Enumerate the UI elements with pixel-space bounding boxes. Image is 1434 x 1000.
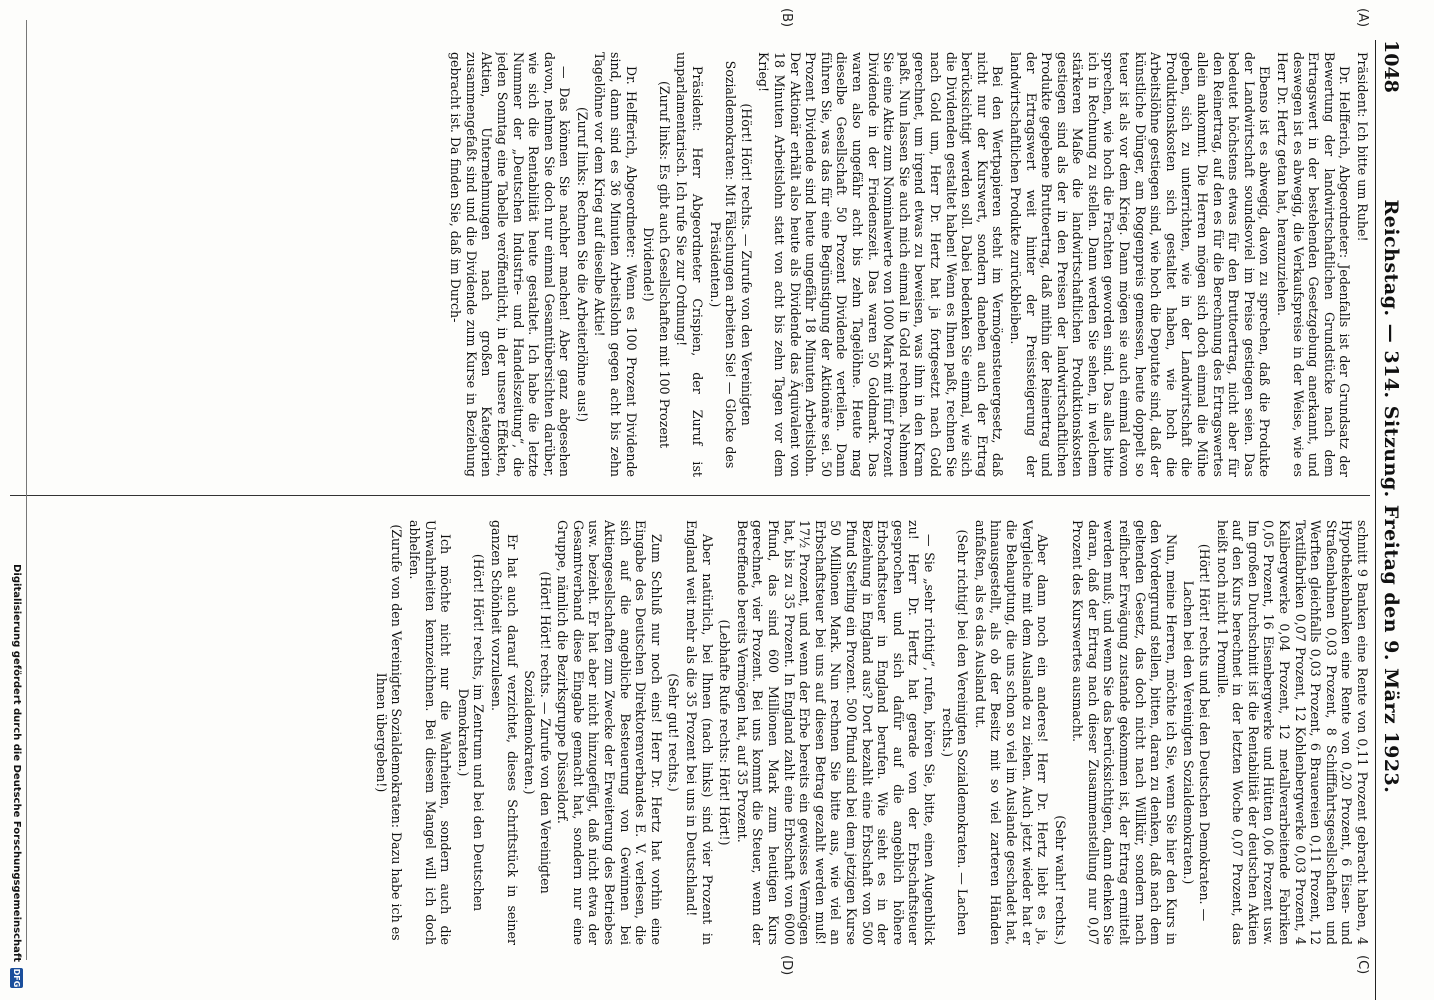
- paragraph: Aber natürlich, bei Ihnen (nach links) sind vier Prozent in England weit mehr als die 35 Prozent bei uns in Deutschland!: [684, 520, 715, 945]
- margin-marker-c: (C): [1355, 955, 1370, 975]
- digitization-credit: Digitalisierung gefördert durch die Deutsche Forschungsgemeinschaft: [11, 564, 23, 962]
- paragraph: Präsident: Ich bitte um Ruhe!: [1355, 52, 1370, 242]
- paragraph: Präsident: Herr Abgeordneter Crispien, der Zuruf ist unparlamentarisch. Ich rufe Sie zur Ordnung!: [674, 52, 706, 477]
- paragraph: Nun, meine Herren, möchte ich Sie, wenn Sie hier den Kurs in den Vordergrund stellen, bitten, daran zu denken, daß nach dem geltenden Gesetz, das doch nicht nach Willkür, sondern nach reiflicher Erwägung zustande gekommen ist, der Ertrag ermittelt werden muß; und wenn Sie das berücksichtigen, dann denken Sie daran, daß der Ertrag nach dieser Zusammenstellung nur 0,07 Prozent des Kurswertes ausmacht.: [1070, 520, 1179, 945]
- page-number: 1048: [1380, 40, 1402, 93]
- margin-marker-d: (D): [779, 955, 794, 976]
- left-column: [70, 52, 1370, 477]
- interjection: (Hört! Hört! rechts. — Zurufe von den Vereinigten Sozialdemokraten.): [522, 571, 553, 894]
- paragraph: — Sie „sehr richtig“, rufen, hören Sie, bitte, einen Augenblick zu! Herr Dr. Hertz hat gerade von der Erbschaftsteuer gesprochen und sich dafür auf die angeblich höhere Erbschaftsteuer in England berufen. Wie sieht es in der Beziehung in England aus? Dort bezahlt eine Erbschaft von 500 Pfund Sterling ein Prozent. 500 Pfund sind bei dem jetzigen Kurse 50 Millionen Mark. Nun rechnen Sie bitte aus, wie viel an Erbschaftsteuer bei uns auf diesen Betrag gezahlt werden muß! 17½ Prozent, und wenn der Erbe bereits ein gewisses Vermögen hat, bis zu 35 Prozent. In England zahlt eine Erbschaft von 6000 Pfund, das sind 600 Millionen Mark zum heutigen Kurs gerechnet, vier Prozent. Bei uns kommt die Steuer, wenn der Betreffende bereits Vermögen hat, auf 35 Prozent.: [734, 520, 937, 945]
- page-header: [1380, 40, 1414, 940]
- interjection: (Hört! Hört! rechts, im Zentrum und bei den Deutschen Demokraten.): [455, 553, 487, 912]
- interjection: (Hört! Hört! rechts und bei den Deutschen Demokraten. — Lachen bei den Vereinigten Sozialdemokraten.): [1181, 543, 1213, 922]
- dfg-logo-icon: DFG: [12, 968, 22, 988]
- paragraph: Dr. Helfferich, Abgeordneter: Jedenfalls ist der Grundsatz der Bewertung der landwirtschaftlichen Grundstücke nach dem Ertragswert in der bestehenden Gesetzgebung anerkannt, und deswegen ist es abwegig, die Verkaufspreise in der Weise, wie es Herr Dr. Hertz getan hat, heranzuziehen.: [1275, 52, 1353, 477]
- column-divider: [10, 495, 1370, 496]
- interjection: (Lebhafte Rufe rechts: Hört! Hört!): [717, 619, 733, 846]
- interjection: (Hört! Hört! rechts. — Zurufe von den Vereinigten Sozialdemokraten: Mit Fälschungen arbeiten Sie! — Glocke des Präsidenten.): [707, 60, 754, 469]
- right-column: [70, 520, 1370, 945]
- header-rule: [1375, 40, 1376, 1000]
- interjection: (Sehr gut! rechts.): [666, 673, 682, 792]
- footer-rule: [26, 20, 27, 960]
- margin-marker-a: (A): [1355, 8, 1370, 28]
- paragraph: schnitt 9 Banken eine Rente von 0,11 Prozent gebracht haben, 4 Hypothekenbanken eine Rente von 0,20 Prozent, 6 Eisen- und Straßenbahnen 0,03 Prozent, 8 Schifffahrtsgesellschaften und Werften gleichfalls 0,03 Prozent, 6 Brauereien 0,11 Prozent, 12 Textilfabriken 0,07 Prozent, 12 Kohlenbergwerke 0,03 Prozent, 4 Kalibergwerke 0,04 Prozent, 12 metallverarbeitende Fabriken 0,05 Prozent, 16 Eisenbergwerke und Hütten 0,06 Prozent usw. Im großen Durchschnitt ist die Rentabilität der deutschen Aktien auf den Kurs berechnet in der letzten Woche 0,07 Prozent, das heißt noch nicht 1 Promille.: [1214, 520, 1370, 945]
- paragraph: Dr. Helfferich, Abgeordneter: Wenn es 100 Prozent Dividende sind, dann sind es 36 Minuten Arbeitslohn gegen acht bis zehn Tagelöhne vor dem Krieg auf dieselbe Aktie!: [592, 52, 639, 477]
- paragraph: Aber dann noch ein anderes! Herr Dr. Hertz liebt es ja, Vergleiche mit dem Auslande zu ziehen. Auch jetzt wieder hat er die Behauptung, die uns schon so viel im Auslande geschadet hat, hinausgestellt, als ob der Besitz mit so viel zarteren Händen anfaßten, als es das Ausland tut.: [972, 520, 1051, 945]
- interjection: (Zuruf links: Rechnen Sie die Arbeiterlöhne aus!): [574, 106, 590, 423]
- paragraph: — Das können Sie nachher machen! Aber ganz abgesehen davon, nehmen Sie doch nur einmal Gesamtübersichten darüber, wie sich die Rentabilität heute gestaltet. Ich habe die letzte Nummer der „Deutschen Industrie- und Handelszeitung“, die jeden Sonntag eine Tabelle veröffentlicht, in der unsere Effekten, Aktien, Unternehmungen nach großen Kategorien zusammengefaßt sind und die Dividende zum Kurse in Beziehung gebracht ist. Da finden Sie, daß im Durch-: [448, 52, 573, 477]
- paragraph: Bei den Wertpapieren steht im Vermögensteuergesetz, daß nicht nur der Kurswert, sondern daneben auch der Ertrag berücksichtigt werden soll. Dabei bedenken Sie einmal, wie sich die Dividenden gestaltet haben! Wenn es Ihnen paßt, rechnen Sie nach Gold um, Herr Dr. Hertz hat ja fortgesetzt nach Gold gerechnet, um irgend etwas zu beweisen, was ihm in den Kram paßt. Nun lassen Sie auch mich einmal in Gold rechnen. Nehmen Sie eine Aktie zum Nominalwerte von 1000 Mark mit fünf Prozent Dividende in der Friedenszeit. Das waren 50 Goldmark. Das waren also ungefähr acht bis zehn Tagelöhne. Heute mag dieselbe Gesellschaft 50 Prozent Dividende verteilen. Dann führen Sie, was das für eine Begünstigung der Aktionäre sei. 50 Prozent Dividende sind heute ungefähr 18 Minuten Arbeitslohn. Der Aktionär erhält also heute als Dividende das Äquivalent von 18 Minuten Arbeitslohn statt von acht bis zehn Tagen vor dem Krieg!: [756, 52, 1006, 477]
- page-footer: [7, 0, 27, 1000]
- paragraph: Zum Schluß nur noch eins! Herr Dr. Hertz hat vorhin eine Eingabe des Deutschen Direktorenverbandes E. V. verlesen, die sich auf die angebliche Besteuerung von Gewinnen bei Aktiengesellschaften zum Zwecke der Erweiterung des Betriebes usw. bezieht. Er hat aber nicht hinzugefügt, daß nicht etwa der Gesamtverband diese Eingabe gemacht hat, sondern nur eine Gruppe, nämlich die Bezirksgruppe Düsseldorf.: [555, 520, 664, 945]
- paragraph: Er hat auch darauf verzichtet, dieses Schriftstück in seiner ganzen Schönheit vorzulesen.: [488, 520, 520, 945]
- paragraph: Ich möchte nicht nur die Wahrheiten, sondern auch die Unwahrheiten kennzeichnen. Bei diesem Mangel will ich doch abhelfen.: [406, 520, 454, 945]
- interjection: (Zuruf links: Es gibt auch Gesellschaften mit 100 Prozent Dividende!): [641, 80, 672, 449]
- interjection: (Zurufe von den Vereinigten Sozialdemokraten: Dazu habe ich es Ihnen übergeben!): [373, 524, 405, 941]
- page-title: Reichstag. — 314. Sitzung. Freitag den 9. März 1923.: [1380, 199, 1402, 794]
- paragraph: Ebenso ist es abwegig, davon zu sprechen, daß die Produkte der Landwirtschaft soundsoviel im Preise gestiegen seien. Das bedeutet höchstens etwas für den Bruttoertrag, nicht aber für den Reinertrag, auf den es für die Berechnung des Ertragswertes allein ankommt. Die Herren mögen sich doch einmal die Mühe geben, sich zu unterrichten, wie in der Landwirtschaft die Produktionskosten sich gestaltet haben, wie hoch die Arbeitslöhne gestiegen sind, wie hoch die Deputate sind, daß der künstliche Dünger, am Roggenpreis gemessen, heute doppelt so teuer ist als vor dem Krieg. Dann mögen sie auch einmal davon sprechen, wie hoch die Frachten geworden sind. Das alles bitte ich in Rechnung zu stellen. Dann werden Sie sehen, in welchem stärkeren Maße die landwirtschaftlichen Produktionskosten gestiegen sind als der in den Preisen der landwirtschaftlichen Produkte gegebene Bruttoertrag, daß mithin der Reinertrag und der Ertragswert weit hinter der Preissteigerung der landwirtschaftlichen Produkte zurückbleiben.: [1007, 52, 1273, 477]
- interjection: (Sehr wahr! rechts.): [1052, 815, 1068, 945]
- margin-marker-b: (B): [779, 8, 794, 28]
- interjection: (Sehr richtig! bei den Vereinigten Sozialdemokraten. — Lachen rechts.): [939, 529, 971, 936]
